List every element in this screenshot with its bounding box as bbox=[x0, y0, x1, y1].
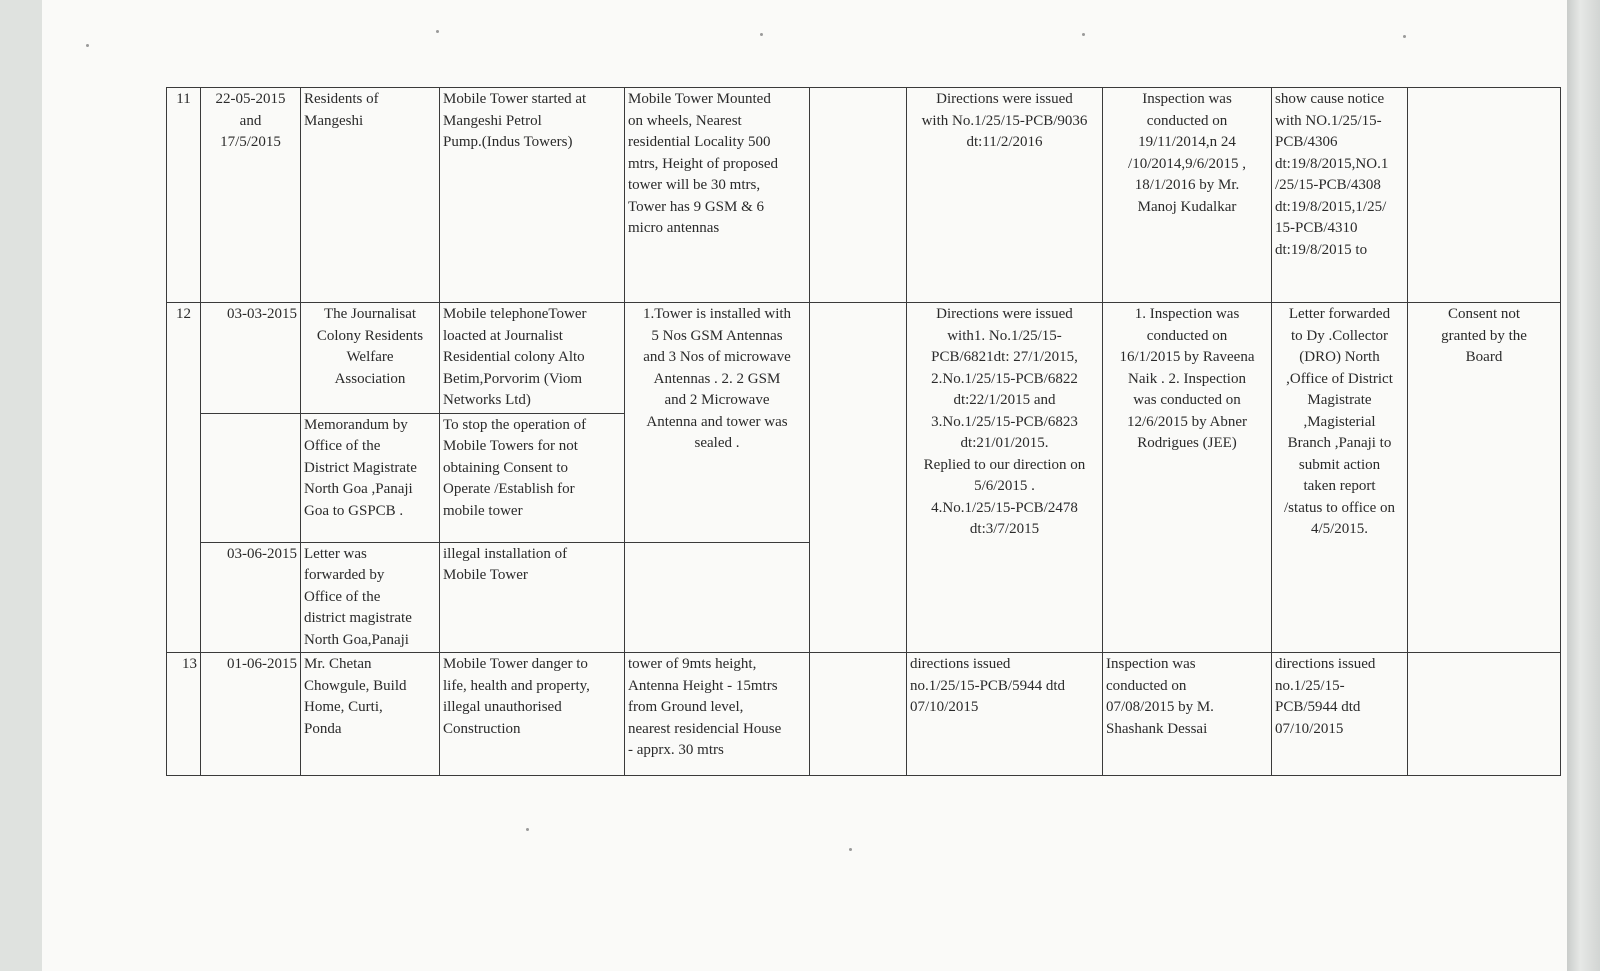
inspection-cell: Inspection was conducted on 07/08/2015 by M. Shashank Dessai bbox=[1103, 653, 1272, 776]
table-row-11 bbox=[167, 88, 1561, 303]
complaint-cell: Mobile Tower danger to life, health and property, illegal unauthorised Construction bbox=[440, 653, 625, 776]
date-cell: 22-05-2015 and 17/5/2015 bbox=[201, 88, 301, 303]
directions-cell: Directions were issued with1. No.1/25/15- PCB/6821dt: 27/1/2015, 2.No.1/25/15-PCB/6822 dt:22/1/2015 and 3.No.1/25/15-PCB/6823 dt:21/01/2015. Replied to our direction on 5/6/2015 . 4.No.1/25/15-PCB/2478 dt:3/7/2015 bbox=[907, 303, 1103, 653]
complainant-cell: The Journalisat Colony Residents Welfare Association bbox=[301, 303, 440, 414]
action-cell: Letter forwarded to Dy .Collector (DRO) North ,Office of District Magistrate ,Magisterial Branch ,Panaji to submit action taken report /status to office on 4/5/2015. bbox=[1272, 303, 1408, 653]
observation-cell: 1.Tower is installed with 5 Nos GSM Antennas and 3 Nos of microwave Antennas . 2. 2 GSM and 2 Microwave Antenna and tower was sealed . bbox=[625, 303, 810, 543]
blank-cell bbox=[810, 653, 907, 776]
scan-speck bbox=[1082, 33, 1085, 36]
action-cell: directions issued no.1/25/15- PCB/5944 dtd 07/10/2015 bbox=[1272, 653, 1408, 776]
complainant-cell: Mr. Chetan Chowgule, Build Home, Curti, Ponda bbox=[301, 653, 440, 776]
remarks-cell bbox=[1408, 653, 1561, 776]
table-row-13 bbox=[167, 653, 1561, 776]
date-cell: 03-06-2015 bbox=[201, 542, 301, 653]
serial-number: 12 bbox=[167, 303, 201, 653]
complaint-cell: To stop the operation of Mobile Towers for not obtaining Consent to Operate /Establish for mobile tower bbox=[440, 413, 625, 542]
complainant-cell: Memorandum by Office of the District Magistrate North Goa ,Panaji Goa to GSPCB . bbox=[301, 413, 440, 542]
observation-cell: Mobile Tower Mounted on wheels, Nearest residential Locality 500 mtrs, Height of proposed tower will be 30 mtrs, Tower has 9 GSM & 6 micro antennas bbox=[625, 88, 810, 303]
inspection-cell: 1. Inspection was conducted on 16/1/2015 by Raveena Naik . 2. Inspection was conducted on 12/6/2015 by Abner Rodrigues (JEE) bbox=[1103, 303, 1272, 653]
action-cell: show cause notice with NO.1/25/15- PCB/4306 dt:19/8/2015,NO.1 /25/15-PCB/4308 dt:19/8/2015,1/25/ 15-PCB/4310 dt:19/8/2015 to bbox=[1272, 88, 1408, 303]
scan-speck bbox=[1403, 35, 1406, 38]
scan-speck bbox=[849, 848, 852, 851]
complaint-cell: Mobile Tower started at Mangeshi Petrol Pump.(Indus Towers) bbox=[440, 88, 625, 303]
directions-cell: Directions were issued with No.1/25/15-PCB/9036 dt:11/2/2016 bbox=[907, 88, 1103, 303]
blank-cell bbox=[810, 88, 907, 303]
date-cell bbox=[201, 413, 301, 542]
serial-number: 13 bbox=[167, 653, 201, 776]
complaint-cell: Mobile telephoneTower loacted at Journalist Residential colony Alto Betim,Porvorim (Viom Networks Ltd) bbox=[440, 303, 625, 414]
table-row-12 bbox=[167, 303, 1561, 414]
remarks-cell: Consent not granted by the Board bbox=[1408, 303, 1561, 653]
scan-speck bbox=[760, 33, 763, 36]
directions-cell: directions issued no.1/25/15-PCB/5944 dtd 07/10/2015 bbox=[907, 653, 1103, 776]
remarks-cell bbox=[1408, 88, 1561, 303]
inspection-cell: Inspection was conducted on 19/11/2014,n 24 /10/2014,9/6/2015 , 18/1/2016 by Mr. Manoj Kudalkar bbox=[1103, 88, 1272, 303]
complainant-cell: Letter was forwarded by Office of the district magistrate North Goa,Panaji bbox=[301, 542, 440, 653]
date-cell: 03-03-2015 bbox=[201, 303, 301, 414]
serial-number: 11 bbox=[167, 88, 201, 303]
complaint-cell: illegal installation of Mobile Tower bbox=[440, 542, 625, 653]
complainant-cell: Residents of Mangeshi bbox=[301, 88, 440, 303]
scan-speck bbox=[86, 44, 89, 47]
scan-speck bbox=[526, 828, 529, 831]
complaints-table bbox=[166, 87, 1561, 776]
page-edge bbox=[1567, 0, 1600, 971]
observation-cell-empty bbox=[625, 542, 810, 653]
observation-cell: tower of 9mts height, Antenna Height - 15mtrs from Ground level, nearest residencial House - apprx. 30 mtrs bbox=[625, 653, 810, 776]
scan-speck bbox=[436, 30, 439, 33]
blank-cell bbox=[810, 303, 907, 653]
date-cell: 01-06-2015 bbox=[201, 653, 301, 776]
